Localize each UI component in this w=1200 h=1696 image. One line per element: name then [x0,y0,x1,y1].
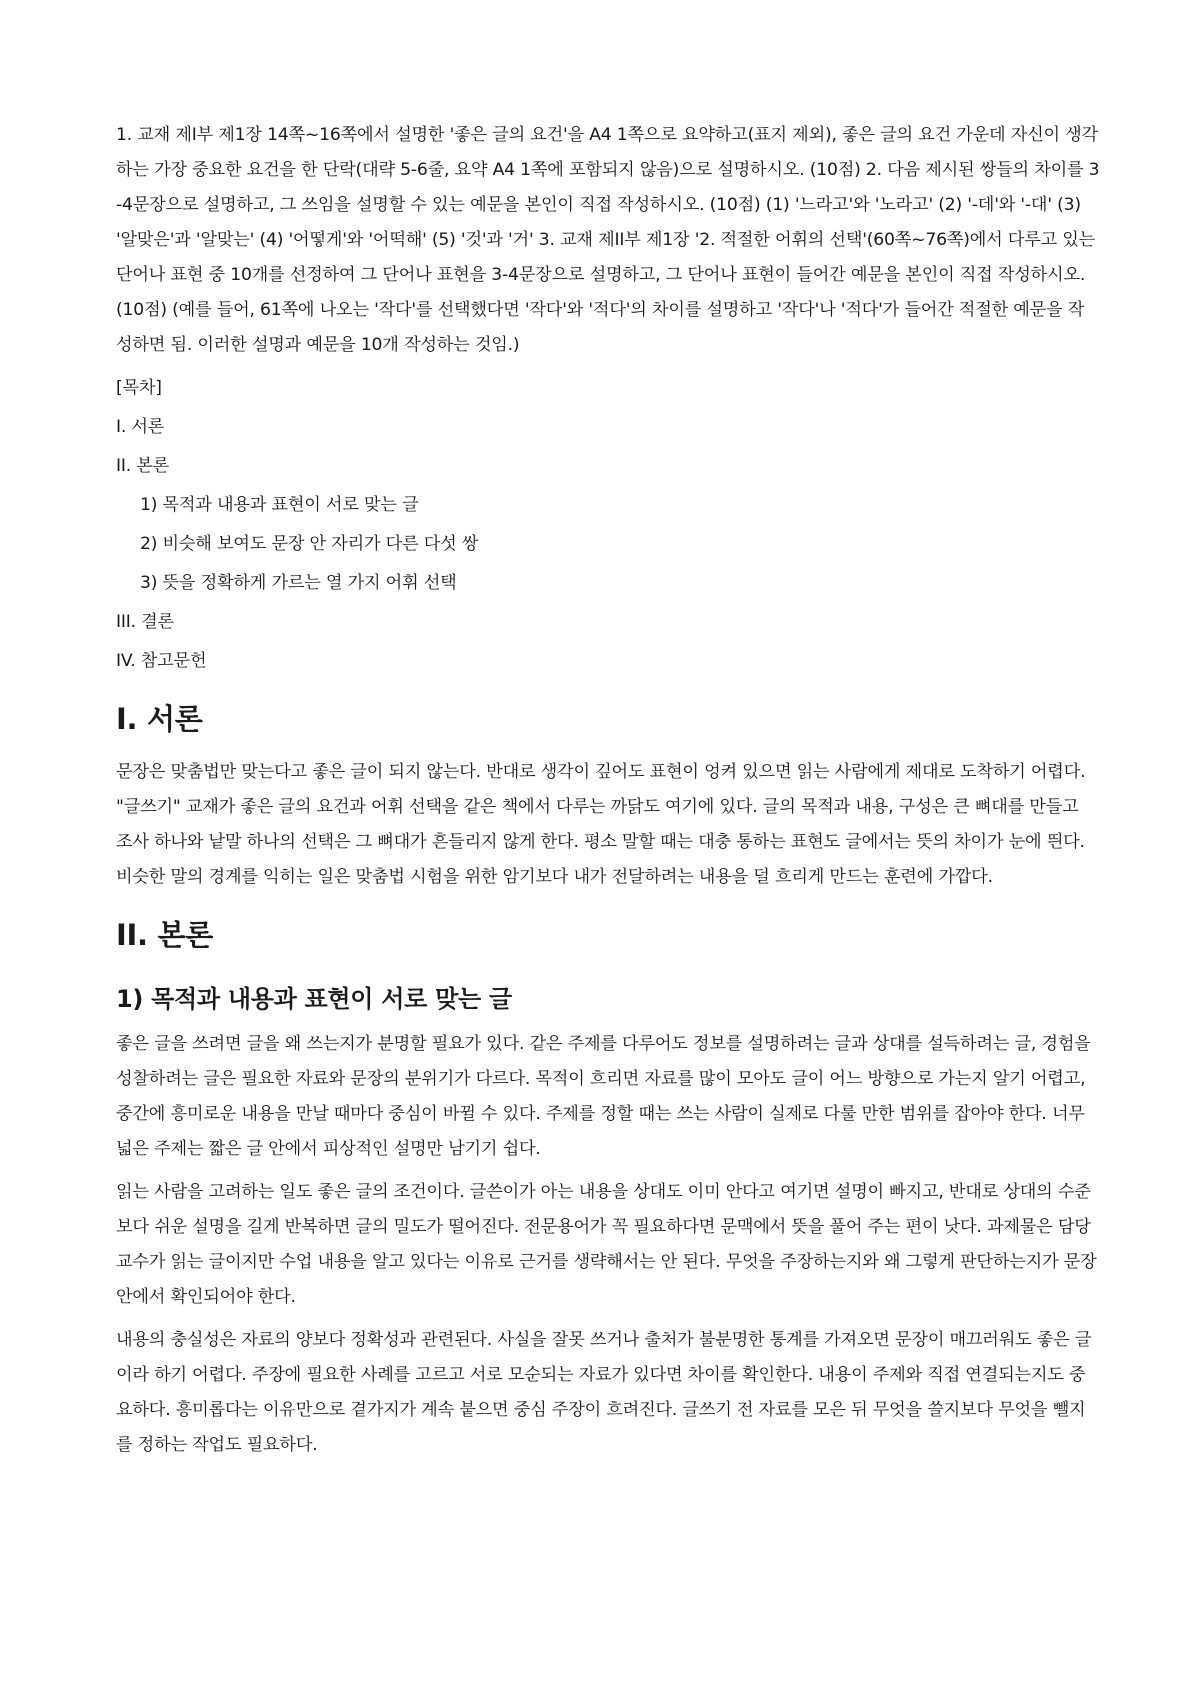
toc-item-references: IV. 참고문헌 [116,651,207,671]
toc-item-main: II. 본론 [116,456,170,476]
toc-subitem-2: 2) 비슷해 보여도 문장 안 자리가 다른 다섯 쌍 [140,534,479,554]
subsection-heading-1: 1) 목적과 내용과 표현이 서로 맞는 글 [116,985,512,1013]
toc-subitem-1: 1) 목적과 내용과 표현이 서로 맞는 글 [140,495,419,515]
table-of-contents [116,371,1100,679]
section-heading-main-body: II. 본론 [116,918,213,952]
toc-subitem-3: 3) 뜻을 정확하게 가르는 열 가지 어휘 선택 [140,573,457,593]
body-paragraph: 읽는 사람을 고려하는 일도 좋은 글의 조건이다. 글쓴이가 아는 내용을 상대도 이미 안다고 여기면 설명이 빠지고, 반대로 상대의 수준보다 쉬운 설명을 길게 반복하면 글의 밀도가 떨어진다. 전문용어가 꼭 필요하다면 문맥에서 뜻을 풀어 주는 편이 낫다. 과제물은 담당 교수가 읽는 글이지만 수업 내용을 알고 있다는 이유로 근거를 생략해서는 안 된다. 무엇을 주장하는지와 왜 그렇게 판단하는지가 문장 안에서 확인되어야 한다. [116,1182,1097,1307]
toc-item-intro: I. 서론 [116,417,165,437]
introduction-paragraph: 문장은 맞춤법만 맞는다고 좋은 글이 되지 않는다. 반대로 생각이 깊어도 표현이 엉켜 있으면 읽는 사람에게 제대로 도착하기 어렵다. "글쓰기" 교재가 좋은 글의 요건과 어휘 선택을 같은 책에서 다루는 까닭도 여기에 있다. 글의 목적과 내용, 구성은 큰 뼈대를 만들고 조사 하나와 낱말 하나의 선택은 그 뼈대가 흔들리지 않게 한다. 평소 말할 때는 대충 통하는 표현도 글에서는 뜻의 차이가 눈에 띈다. 비슷한 말의 경계를 익히는 일은 맞춤법 시험을 위한 암기보다 내가 전달하려는 내용을 덜 흐리게 만드는 훈련에 가깝다. [116,762,1086,887]
body-paragraph: 내용의 충실성은 자료의 양보다 정확성과 관련된다. 사실을 잘못 쓰거나 출처가 불분명한 통계를 가져오면 문장이 매끄러워도 좋은 글이라 하기 어렵다. 주장에 필요한 사례를 고르고 서로 모순되는 자료가 있다면 차이를 확인한다. 내용이 주제와 직접 연결되는지도 중요하다. 흥미롭다는 이유만으로 곁가지가 계속 붙으면 중심 주장이 흐려진다. 글쓰기 전 자료를 모은 뒤 무엇을 쓸지보다 무엇을 뺄지를 정하는 작업도 필요하다. [116,1330,1092,1455]
body-paragraph: 좋은 글을 쓰려면 글을 왜 쓰는지가 분명할 필요가 있다. 같은 주제를 다루어도 정보를 설명하려는 글과 상대를 설득하려는 글, 경험을 성찰하려는 글은 필요한 자료와 문장의 분위기가 다르다. 목적이 흐리면 자료를 많이 모아도 글이 어느 방향으로 가는지 알기 어렵고, 중간에 흥미로운 내용을 만날 때마다 중심이 바뀔 수 있다. 주제를 정할 때는 쓰는 사람이 실제로 다룰 만한 범위를 잡아야 한다. 너무 넓은 주제는 짧은 글 안에서 피상적인 설명만 남기기 쉽다. [116,1034,1091,1159]
toc-item-conclusion: III. 결론 [116,612,174,632]
toc-title: [목차] [116,378,162,398]
section-heading-introduction: I. 서론 [116,702,203,736]
assignment-prompt: 1. 교재 제I부 제1장 14쪽~16쪽에서 설명한 '좋은 글의 요건'을 A4 1쪽으로 요약하고(표지 제외), 좋은 글의 요건 가운데 자신이 생각하는 가장 중요한 요건을 한 단락(대략 5-6줄, 요약 A4 1쪽에 포함되지 않음)으로 설명하시오. (10점) 2. 다음 제시된 쌍들의 차이를 3-4문장으로 설명하고, 그 쓰임을 설명할 수 있는 예문을 본인이 직접 작성하시오. (10점) (1) '느라고'와 '노라고' (2) '-데'와 '-대' (3) '알맞은'과 '알맞는' (4) '어떻게'와 '어떡해' (5) '것'과 '거' 3. 교재 제II부 제1장 '2. 적절한 어휘의 선택'(60쪽~76쪽)에서 다루고 있는 단어나 표현 중 10개를 선정하여 그 단어나 표현을 3-4문장으로 설명하고, 그 단어나 표현이 들어간 예문을 본인이 직접 작성하시오. (10점) (예를 들어, 61쪽에 나오는 '작다'를 선택했다면 '작다'와 '적다'의 차이를 설명하고 '작다'나 '적다'가 들어간 적절한 예문을 작성하면 됨. 이러한 설명과 예문을 10개 작성하는 것임.) [116,125,1100,355]
